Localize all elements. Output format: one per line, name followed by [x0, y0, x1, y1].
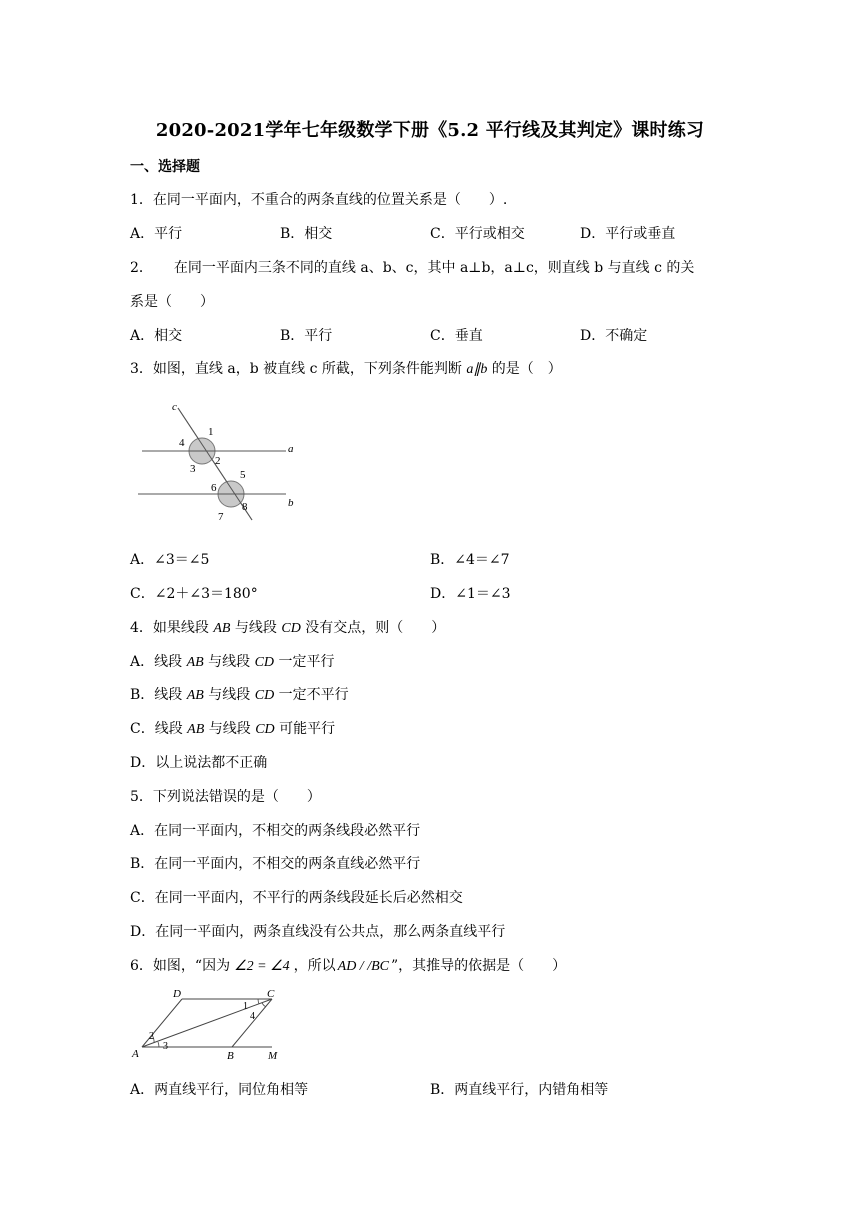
q6-label-4: 4	[250, 1011, 255, 1022]
q2-option-c: C．垂直	[430, 328, 483, 344]
q5-option-c: C．在同一平面内，不平行的两条线段延长后必然相交	[130, 890, 463, 906]
q6-angle-arc-4	[262, 1003, 266, 1007]
q3-figure	[136, 398, 306, 528]
q4-option-b-part: 与线段	[203, 687, 255, 703]
q4-option-a-var-ab: AB	[186, 655, 204, 670]
q6-label-M: M	[268, 1050, 278, 1062]
q3-stem-post: 的是（ ）	[487, 361, 562, 377]
q4-option-b-part: 一定不平行	[274, 687, 349, 703]
q3-label-8: 8	[242, 501, 248, 513]
q6-label-A: A	[132, 1048, 139, 1060]
q4-stem-var-ab: AB	[213, 621, 231, 636]
q2-option-d: D．不确定	[580, 328, 648, 344]
q3-option-d: D．∠1＝∠3	[430, 586, 511, 602]
q3-label-a: a	[288, 443, 294, 455]
question-4-stem	[130, 618, 445, 639]
q3-label-1: 1	[208, 426, 214, 438]
q6-angle-arc-3	[158, 1042, 159, 1047]
q4-option-a-part: 一定平行	[274, 654, 335, 670]
q4-stem-part: 与线段	[230, 620, 282, 636]
q5-option-b: B．在同一平面内，不相交的两条直线必然平行	[130, 856, 421, 872]
question-3-stem	[130, 359, 562, 380]
q3-label-3: 3	[190, 463, 196, 475]
q3-label-6: 6	[211, 482, 217, 494]
q3-label-c: c	[172, 401, 177, 413]
q6-option-b: B．两直线平行，内错角相等	[430, 1082, 609, 1098]
q6-stem-post: ”，其推导的依据是（ ）	[390, 958, 567, 974]
q4-option-c-part: 与线段	[204, 721, 256, 737]
q4-option-c-part: 可能平行	[274, 721, 336, 737]
q4-option-a-var-cd: CD	[254, 655, 275, 670]
q4-option-a	[130, 652, 334, 673]
q4-stem-part: 4．如果线段	[130, 620, 214, 636]
q3-label-5: 5	[240, 469, 246, 481]
q1-option-d: D．平行或垂直	[580, 226, 676, 242]
q3-option-c: C．∠2＋∠3＝180°	[130, 586, 258, 602]
q3-label-4: 4	[179, 437, 185, 449]
q1-option-a: A．平行	[130, 226, 183, 242]
question-2-stem-line1: 2． 在同一平面内三条不同的直线 a、b、c，其中 a⊥b，a⊥c，则直线 b 与直线 c 的关	[130, 260, 695, 276]
q2-option-a: A．相交	[130, 328, 183, 344]
question-6-stem	[130, 956, 566, 977]
question-5-stem: 5．下列说法错误的是（ ）	[130, 789, 321, 805]
q6-label-1: 1	[243, 1001, 248, 1012]
question-2-stem-line2: 系是（ ）	[130, 294, 214, 310]
q3-label-2: 2	[215, 455, 221, 467]
q6-label-C: C	[267, 988, 275, 1000]
question-1-stem: 1．在同一平面内，不重合的两条直线的位置关系是（ ）.	[130, 192, 508, 208]
q4-option-c-part: C．线段	[130, 721, 188, 737]
q5-option-d: D．在同一平面内，两条直线没有公共点，那么两条直线平行	[130, 924, 506, 940]
q4-option-c-var-ab: AB	[187, 722, 205, 737]
q3-label-b: b	[288, 497, 294, 509]
section-heading: 一、选择题	[130, 159, 200, 175]
q4-stem-var-cd: CD	[281, 621, 301, 636]
q3-option-a: A．∠3＝∠5	[130, 552, 210, 568]
q4-option-b-var-cd: CD	[254, 688, 275, 703]
q4-option-c	[130, 719, 335, 740]
q3-label-7: 7	[218, 511, 224, 523]
q6-angle-arc-1	[258, 999, 259, 1004]
q4-option-c-var-cd: CD	[255, 722, 275, 737]
q6-stem-math-angles: ∠2 = ∠4	[234, 959, 290, 974]
q6-label-2: 2	[149, 1031, 154, 1042]
q6-label-B: B	[227, 1050, 234, 1062]
q4-stem-part: 没有交点，则（ ）	[300, 620, 446, 636]
q6-label-D: D	[173, 988, 181, 1000]
q6-stem-mid: ，所以	[293, 958, 336, 974]
q3-stem-math: a∥b	[466, 362, 488, 377]
q5-option-a: A．在同一平面内，不相交的两条线段必然平行	[130, 823, 421, 839]
q1-option-c: C．平行或相交	[430, 226, 525, 242]
q6-figure	[130, 987, 290, 1067]
q3-option-b: B．∠4＝∠7	[430, 552, 510, 568]
q4-option-a-part: A．线段	[130, 654, 187, 670]
q4-option-b	[130, 685, 349, 706]
q2-option-b: B．平行	[280, 328, 333, 344]
q6-label-3: 3	[163, 1041, 168, 1052]
q6-stem-pre: 6．如图，“因为	[130, 958, 231, 974]
q4-option-b-var-ab: AB	[186, 688, 204, 703]
q6-stem-math-parallel: AD / /BC	[337, 959, 389, 974]
q4-option-a-part: 与线段	[203, 654, 255, 670]
q4-option-d: D．以上说法都不正确	[130, 755, 268, 771]
q1-option-b: B．相交	[280, 226, 333, 242]
q6-option-a: A．两直线平行，同位角相等	[130, 1082, 309, 1098]
q3-stem-pre: 3．如图，直线 a，b 被直线 c 所截，下列条件能判断	[130, 361, 467, 377]
q4-option-b-part: B．线段	[130, 687, 187, 703]
page-title: 2020-2021学年七年级数学下册《5.2 平行线及其判定》课时练习	[155, 120, 705, 141]
